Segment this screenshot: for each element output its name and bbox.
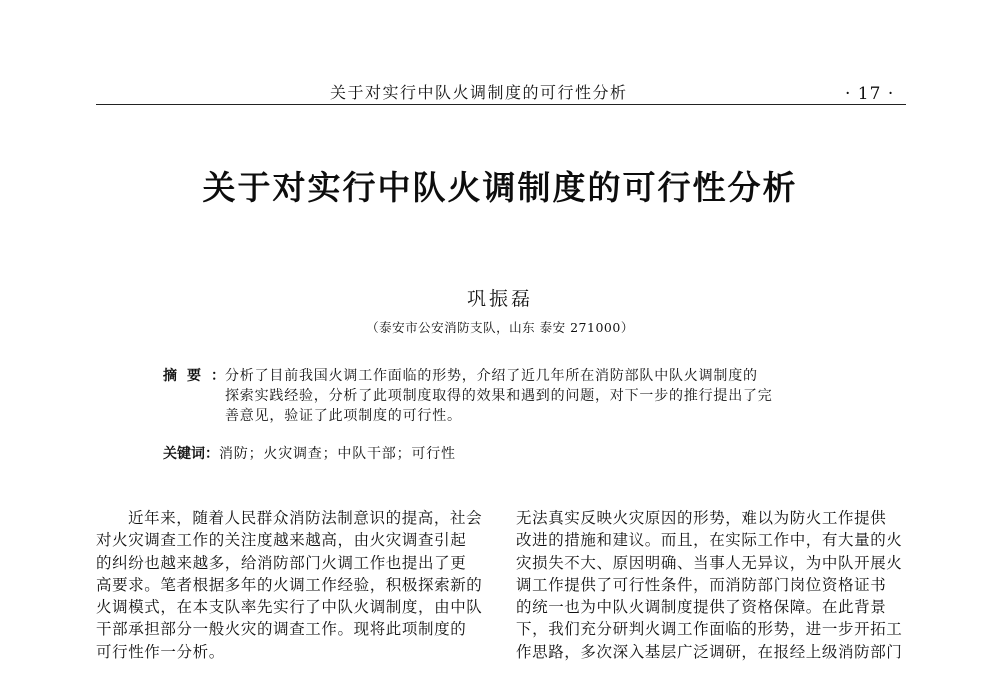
body-line: 的纠纷也越来越多，给消防部门火调工作也提出了更 <box>96 553 467 572</box>
author-name: 巩振磊 <box>466 288 533 310</box>
body-line: 无法真实反映火灾原因的形势，难以为防火工作提供 <box>516 509 887 527</box>
body-line: 作思路，多次深入基层广泛调研，在报经上级消防部门 <box>516 642 903 661</box>
abstract-line: 探索实践经验，分析了此项制度取得的效果和遇到的问题，对下一步的推行提出了完 <box>225 388 773 404</box>
body-line: 高要求。笔者根据多年的火调工作经验，积极探索新的 <box>96 575 483 594</box>
body-line: 对火灾调查工作的关注度越来越高，由火灾调查引起 <box>96 531 467 550</box>
running-header <box>0 0 1000 110</box>
abstract-label: 摘要： <box>163 368 235 384</box>
abstract-body <box>225 366 843 426</box>
keywords-label: 关键词： <box>163 446 219 462</box>
body-line: 近年来，随着人民群众消防法制意识的提高，社会 <box>128 509 483 527</box>
body-line: 的统一也为中队火调制度提供了资格保障。在此背景 <box>516 598 887 617</box>
abstract <box>163 366 843 426</box>
author-affiliation: （泰安市公安消防支队，山东 泰安 271000） <box>366 320 634 335</box>
page-number: · 17 · <box>845 84 895 104</box>
keywords-text: 消防；火灾调查；中队干部；可行性 <box>219 446 456 462</box>
body-right-column <box>516 507 908 663</box>
body-line: 下，我们充分研判火调工作面临的形势，进一步开拓工 <box>516 620 903 639</box>
body-line: 灾损失不大、原因明确、当事人无异议，为中队开展火 <box>516 553 903 572</box>
body-line: 改进的措施和建议。而且，在实际工作中，有大量的火 <box>516 531 903 550</box>
keywords <box>163 443 456 463</box>
body-left-column <box>96 507 486 663</box>
header-rule <box>96 104 906 105</box>
abstract-line: 分析了目前我国火调工作面临的形势，介绍了近几年所在消防部队中队火调制度的 <box>225 368 758 384</box>
article-title: 关于对实行中队火调制度的可行性分析 <box>202 168 798 207</box>
abstract-line: 善意见，验证了此项制度的可行性。 <box>225 408 462 424</box>
body-line: 调工作提供了可行性条件，而消防部门岗位资格证书 <box>516 575 887 594</box>
body-line: 可行性作一分析。 <box>96 642 225 661</box>
body-line: 干部承担部分一般火灾的调查工作。现将此项制度的 <box>96 620 467 639</box>
running-title: 关于对实行中队火调制度的可行性分析 <box>330 83 628 102</box>
body-line: 火调模式，在本支队率先实行了中队火调制度，由中队 <box>96 598 483 617</box>
